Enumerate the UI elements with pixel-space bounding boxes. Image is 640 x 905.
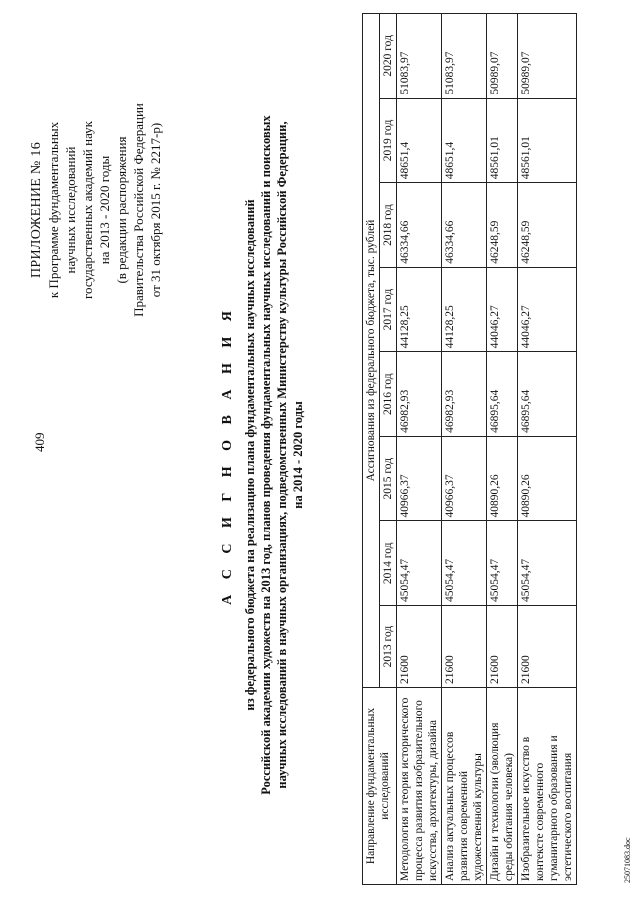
direction-cell: Изобразительное искусство в контексте современного гуманитарного образования и эстетического воспитания (518, 688, 577, 885)
value-cell: 21600 (487, 606, 518, 688)
direction-cell: Методология и теория исторического процесса развития изобразительного искусства, архитектуры, дизайна (397, 688, 442, 885)
footer-code: 25071083.doc (623, 837, 632, 883)
value-cell: 48651,4 (442, 98, 487, 183)
value-cell: 45054,47 (442, 521, 487, 606)
year-header: 2015 год (380, 436, 397, 521)
table-row (518, 14, 577, 885)
table-row (442, 14, 487, 885)
document-heading (220, 55, 306, 855)
value-cell: 46248,59 (487, 183, 518, 268)
table-row (397, 14, 442, 885)
value-cell: 40966,37 (442, 436, 487, 521)
year-header: 2016 год (380, 352, 397, 437)
value-cell: 45054,47 (518, 521, 577, 606)
value-cell: 44128,25 (442, 267, 487, 352)
value-cell: 44046,27 (518, 267, 577, 352)
appendix-line: государственных академий наук (80, 121, 95, 299)
value-cell: 48561,01 (487, 98, 518, 183)
heading-title: А С С И Г Н О В А Н И Я (220, 305, 235, 605)
value-cell: 50989,07 (487, 14, 518, 99)
group-header: Ассигнования из федерального бюджета, тыс. рублей (363, 14, 380, 688)
year-header: 2020 год (380, 14, 397, 99)
appendix-line: (в редакции распоряжения (114, 136, 129, 284)
value-cell: 51083,97 (442, 14, 487, 99)
value-cell: 21600 (518, 606, 577, 688)
appendix-line: к Программе фундаментальных (46, 121, 61, 299)
year-header: 2013 год (380, 606, 397, 688)
value-cell: 48561,01 (518, 98, 577, 183)
year-header: 2017 год (380, 267, 397, 352)
appendix-line: научных исследований (63, 146, 78, 274)
value-cell: 44128,25 (397, 267, 442, 352)
value-cell: 46895,64 (487, 352, 518, 437)
value-cell: 48651,4 (397, 98, 442, 183)
rotated-page (10, 15, 630, 895)
heading-line: научных исследований в научных организациях, подведомственных Министерству культуры Российской Федерации, (275, 121, 289, 789)
table-row (487, 14, 518, 885)
year-header: 2019 год (380, 98, 397, 183)
value-cell: 46982,93 (442, 352, 487, 437)
value-cell: 46334,66 (397, 183, 442, 268)
value-cell: 46982,93 (397, 352, 442, 437)
value-cell: 40966,37 (397, 436, 442, 521)
allocations-table (362, 13, 577, 885)
appendix-title: ПРИЛОЖЕНИЕ № 16 (29, 142, 44, 278)
page-number: 409 (32, 432, 47, 452)
value-cell: 46334,66 (442, 183, 487, 268)
heading-line: из федерального бюджета на реализацию плана фундаментальных научных исследований (243, 199, 257, 711)
year-header: 2014 год (380, 521, 397, 606)
heading-line: Российской академии художеств на 2013 год, планов проведения фундаментальных научных исследований и поисковых (259, 115, 273, 795)
value-cell: 45054,47 (487, 521, 518, 606)
appendix-line: Правительства Российской Федерации (131, 103, 146, 317)
heading-line: на 2014 - 2020 годы (291, 401, 305, 509)
appendix-line: на 2013 - 2020 годы (97, 155, 112, 265)
value-cell: 51083,97 (397, 14, 442, 99)
direction-cell: Дизайн и технологии (эволюция среды обитания человека) (487, 688, 518, 885)
direction-cell: Анализ актуальных процессов развития современной художественной культуры (442, 688, 487, 885)
appendix-block (28, 45, 164, 375)
value-cell: 40890,26 (487, 436, 518, 521)
value-cell: 46895,64 (518, 352, 577, 437)
year-header: 2018 год (380, 183, 397, 268)
value-cell: 46248,59 (518, 183, 577, 268)
value-cell: 45054,47 (397, 521, 442, 606)
value-cell: 44046,27 (487, 267, 518, 352)
value-cell: 21600 (442, 606, 487, 688)
value-cell: 50989,07 (518, 14, 577, 99)
appendix-line: от 31 октября 2015 г. № 2217-р) (148, 122, 163, 298)
direction-header: Направление фундаментальных исследований (363, 688, 397, 885)
value-cell: 40890,26 (518, 436, 577, 521)
value-cell: 21600 (397, 606, 442, 688)
